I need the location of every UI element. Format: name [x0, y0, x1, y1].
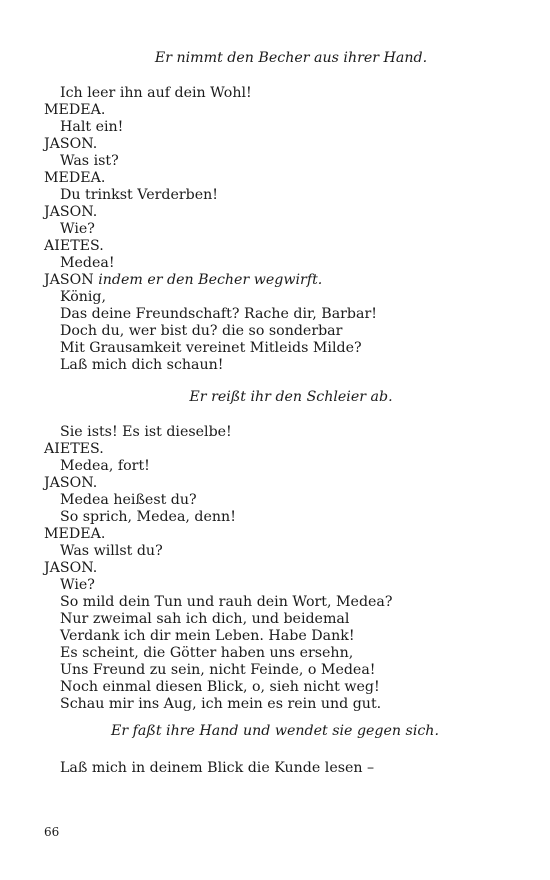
speech-line: Medea, fort!: [60, 458, 150, 474]
speech-line: Was willst du?: [60, 543, 163, 559]
inline-stage-direction: indem er den Becher wegwirft.: [98, 272, 323, 288]
speech-line: Was ist?: [60, 153, 119, 169]
speech-line: König,: [60, 289, 107, 305]
speech-line: Noch einmal diesen Blick, o, sieh nicht weg!: [60, 679, 380, 695]
speech-line: Uns Freund zu sein, nicht Feinde, o Medea!: [60, 662, 376, 678]
speech-line: Schau mir ins Aug, ich mein es rein und gut.: [60, 696, 382, 712]
speech-line: Medea heißest du?: [60, 492, 197, 508]
speaker-name: MEDEA.: [44, 170, 106, 186]
speaker-name: JASON.: [44, 204, 98, 220]
speaker-name: JASON.: [44, 136, 98, 152]
speech-line: Laß mich dich schaun!: [60, 357, 224, 373]
stage-direction: Er nimmt den Becher aus ihrer Hand.: [154, 50, 428, 66]
speech-line: So sprich, Medea, denn!: [60, 509, 236, 525]
speech-line: Mit Grausamkeit vereinet Mitleids Milde?: [60, 340, 362, 356]
speaker-name: AIETES.: [44, 441, 104, 457]
speech-line: Medea!: [60, 255, 115, 271]
speech-line: Verdank ich dir mein Leben. Habe Dank!: [60, 628, 355, 644]
speaker-name: JASON: [44, 272, 94, 288]
speech-line: Du trinkst Verderben!: [60, 187, 218, 203]
speech-line: Es scheint, die Götter haben uns ersehn,: [60, 645, 354, 661]
speech-line: Ich leer ihn auf dein Wohl!: [60, 85, 252, 101]
speech-line: Das deine Freundschaft? Rache dir, Barbar!: [60, 306, 377, 322]
speaker-name: JASON.: [44, 560, 98, 576]
stage-direction: Er faßt ihre Hand und wendet sie gegen sich.: [111, 723, 439, 739]
speaker-name: MEDEA.: [44, 526, 106, 542]
speech-line: Sie ists! Es ist dieselbe!: [60, 424, 232, 440]
speaker-with-direction: [44, 272, 514, 289]
speech-line: Halt ein!: [60, 119, 124, 135]
speaker-name: MEDEA.: [44, 102, 106, 118]
stage-direction: Er reißt ihr den Schleier ab.: [189, 389, 393, 405]
speech-line: Doch du, wer bist du? die so sonderbar: [60, 323, 343, 339]
speaker-name: JASON.: [44, 475, 98, 491]
speech-line: Laß mich in deinem Blick die Kunde lesen –: [60, 760, 375, 776]
speech-line: Nur zweimal sah ich dich, und beidemal: [60, 611, 350, 627]
speech-line: So mild dein Tun und rauh dein Wort, Medea?: [60, 594, 393, 610]
speech-line: Wie?: [60, 577, 95, 593]
speaker-name: AIETES.: [44, 238, 104, 254]
speech-line: Wie?: [60, 221, 95, 237]
page-number: 66: [44, 825, 60, 839]
